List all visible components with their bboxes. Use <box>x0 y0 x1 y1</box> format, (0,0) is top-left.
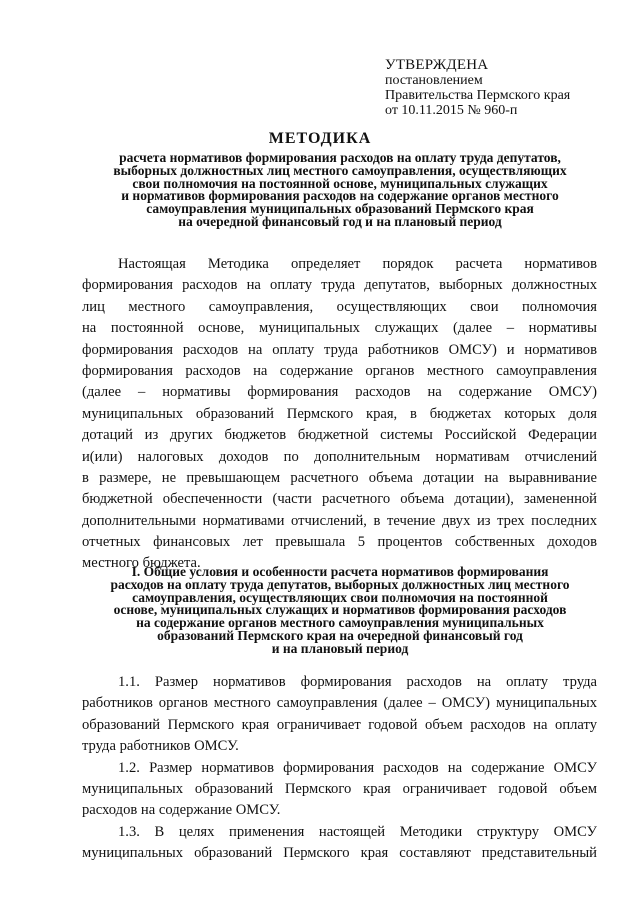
clause-1-2-line: муниципальных образований Пермского края ограничивает годовой объем <box>82 780 597 797</box>
paragraph-line: (далее – нормативы формирования расходов на содержание ОМСУ) <box>82 384 597 401</box>
section-heading-line: расходов на оплату труда депутатов, выборных должностных лиц местного <box>110 576 570 592</box>
section-body <box>82 672 597 865</box>
paragraph-line: дополнительными нормативами отчислений, в течение двух из трех последних <box>82 512 597 529</box>
subtitle-line: самоуправления муниципальных образований Пермского края <box>146 201 534 217</box>
paragraph-line: бюджетной обеспеченности (части расчетного объема дотации), замененной <box>82 491 597 508</box>
section-heading-line: и на плановый период <box>271 640 409 656</box>
paragraph-line: и(или) налоговых доходов по дополнительным нормативам отчислений <box>82 448 597 465</box>
paragraph-line: дотаций из других бюджетов бюджетной системы Российской Федерации <box>82 427 597 444</box>
subtitle-line: свои полномочия на постоянной основе, муниципальных служащих <box>132 175 548 191</box>
clause-1-3-line: муниципальных образований Пермского края составляют представительный <box>82 845 597 862</box>
paragraph-line: формирования расходов на оплату труда депутатов, выборных должностных <box>82 277 597 294</box>
section-heading-line: самоуправления, осуществляющих свои полномочия на постоянной <box>132 589 548 605</box>
section-heading <box>80 566 600 656</box>
subtitle-line: на очередной финансовый год и на плановый период <box>178 213 502 229</box>
clause-1-2-line: 1.2. Размер нормативов формирования расходов на содержание ОМСУ <box>118 759 597 776</box>
paragraph-line: Настоящая Методика определяет порядок расчета нормативов <box>118 256 597 272</box>
clause-1-1-line: труда работников ОМСУ. <box>82 738 239 755</box>
section-heading-line: образований Пермского края на очередной финансовый год <box>157 627 523 643</box>
clause-1-1-line: работников органов местного самоуправления (далее – ОМСУ) муниципальных <box>82 695 597 712</box>
section-heading-line: основе, муниципальных служащих и нормативов формирования расходов <box>113 602 567 618</box>
intro-paragraph <box>82 254 597 575</box>
document-title: МЕТОДИКА <box>268 130 372 147</box>
clause-1-1-line: 1.1. Размер нормативов формирования расходов на оплату труда <box>118 674 597 690</box>
document-subtitle <box>75 152 605 229</box>
approval-line: Правительства Пермского края <box>385 88 571 103</box>
paragraph-line: отчетных финансовых лет превышала 5 процентов собственных доходов <box>82 534 597 551</box>
approval-stamp <box>385 58 570 118</box>
approval-heading: УТВЕРЖДЕНА <box>385 57 489 73</box>
approval-line: постановлением <box>385 73 483 88</box>
paragraph-line: лиц местного самоуправления, осуществляющих свои полномочия <box>82 298 597 315</box>
paragraph-line: местного бюджета. <box>82 555 201 572</box>
paragraph-line: на постоянной основе, муниципальных служащих (далее – нормативы <box>82 320 597 337</box>
paragraph-line: муниципальных образований Пермского края, в бюджетах которых доля <box>82 405 597 422</box>
subtitle-line: выборных должностных лиц местного самоуправления, осуществляющих <box>113 162 567 178</box>
approval-line: от 10.11.2015 № 960-п <box>385 103 518 118</box>
paragraph-line: в размере, не превышающем расчетного объема дотации на выравнивание <box>82 469 597 486</box>
paragraph-line: формирования расходов на оплату труда работников ОМСУ) и нормативов <box>82 341 597 358</box>
subtitle-line: и нормативов формирования расходов на содержание органов местного <box>121 188 559 204</box>
clause-1-3-line: 1.3. В целях применения настоящей Методики структуру ОМСУ <box>118 823 597 840</box>
subtitle-line: расчета нормативов формирования расходов на оплату труда депутатов, <box>119 150 561 165</box>
section-heading-line: I. Общие условия и особенности расчета нормативов формирования <box>131 564 549 579</box>
clause-1-2-line: расходов на содержание ОМСУ. <box>82 802 281 819</box>
clause-1-1-line: образований Пермского края ограничивает годовой объем расходов на оплату <box>82 716 597 733</box>
paragraph-line: формирования расходов на содержание органов местного самоуправления <box>82 362 597 379</box>
section-heading-line: на содержание органов местного самоуправления муниципальных <box>136 615 544 631</box>
